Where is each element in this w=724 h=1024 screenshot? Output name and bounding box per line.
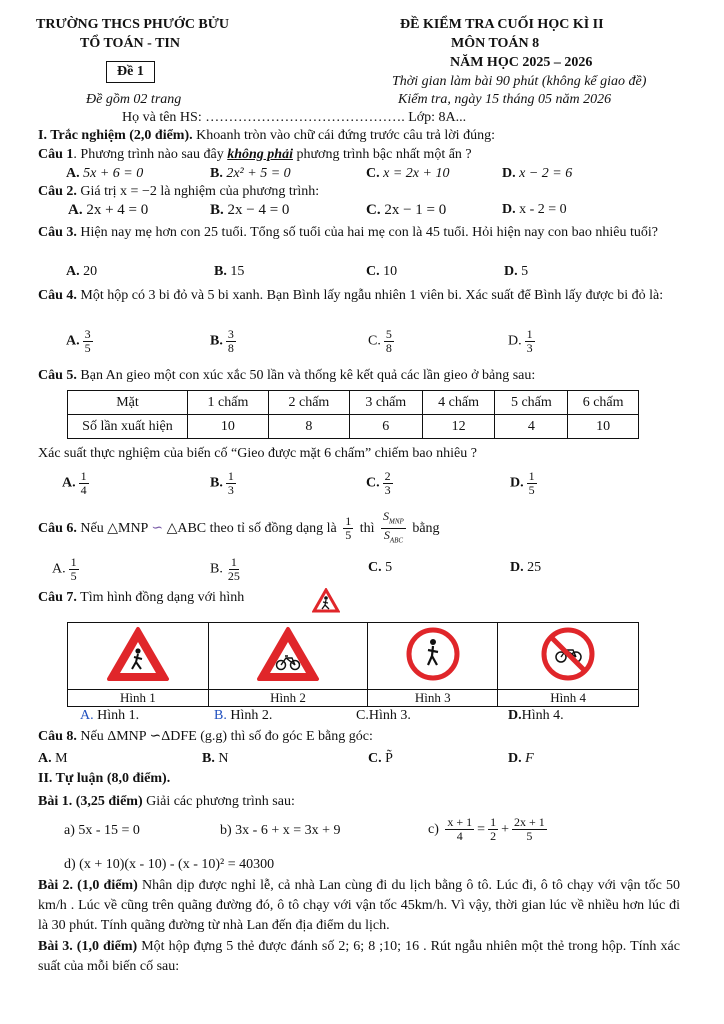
table-cell: Số lần xuất hiện	[68, 415, 188, 439]
table-cell: 10	[568, 415, 639, 439]
q4-option-a[interactable]: A. $\frac{3}{5}$	[66, 327, 91, 355]
student-line: Họ và tên HS: ……………………………………. Lớp: 8A...	[122, 110, 467, 125]
table-row	[68, 391, 639, 415]
part1-heading: I. Trắc nghiệm (2,0 điểm). Khoanh tròn vào chữ cái đứng trước câu trả lời đúng:	[38, 128, 495, 143]
q7-option-c[interactable]: C.Hình 3.	[356, 708, 411, 723]
pedestrian-warning-icon	[105, 625, 171, 683]
signs-table	[67, 622, 639, 707]
q7-option-b[interactable]: B. Hình 2.	[214, 708, 273, 723]
q1-option-a[interactable]: A. 5x + 6 = 0	[66, 166, 144, 181]
sign-cell-2[interactable]	[208, 623, 367, 690]
q4-option-b[interactable]: B. $\frac{3}{8}$	[210, 327, 234, 355]
q6-option-a[interactable]: A. $\frac{1}{5}$	[52, 555, 77, 583]
question-2: Câu 2. Giá trị x = −2 là nghiệm của phương trình:	[38, 184, 320, 199]
table-cell: 8	[268, 415, 349, 439]
department-name: TỔ TOÁN - TIN	[80, 36, 180, 51]
q3-option-b[interactable]: B. 15	[214, 264, 245, 279]
q8-option-d[interactable]: D. F	[508, 751, 534, 766]
question-3: Câu 3. Hiện nay mẹ hơn con 25 tuổi. Tổng số tuổi của hai mẹ con là 45 tuổi. Hỏi hiện nay con bao nhiêu tuổi?	[38, 225, 658, 240]
table-cell: 1 chấm	[187, 391, 268, 415]
q3-option-c[interactable]: C. 10	[366, 264, 398, 279]
q6-option-d[interactable]: D. 25	[510, 560, 542, 575]
question-5: Câu 5. Bạn An gieo một con xúc xắc 50 lần và thống kê kết quả các lần gieo ở bảng sau:	[38, 368, 536, 383]
part2-heading: II. Tự luận (8,0 điểm).	[38, 771, 171, 786]
q4-option-c[interactable]: C. $\frac{5}{8}$	[368, 327, 392, 355]
subject: MÔN TOÁN 8	[451, 36, 540, 51]
question-1: Câu 1. Phương trình nào sau đây không phải phương trình bậc nhất một ẩn ?	[38, 147, 472, 162]
q6-option-c[interactable]: C. 5	[368, 560, 393, 575]
table-cell: 5 chấm	[495, 391, 568, 415]
no-bicycle-sign-icon	[535, 625, 601, 683]
sign-caption: Hình 1	[68, 690, 209, 707]
pedestrian-sign-icon	[400, 625, 466, 683]
reference-sign-icon	[312, 588, 340, 614]
q2-option-c[interactable]: C. 2x − 1 = 0	[366, 202, 447, 218]
question-6: Câu 6. Nếu △MNP ∽ △ABC theo tỉ số đồng dạng là $\frac{1}{5}$ thì $\frac{S_{MNP}}{S_{ABC}}$ bằng	[38, 509, 440, 545]
q5-option-a[interactable]: A. $\frac{1}{4}$	[62, 469, 87, 497]
q3-option-a[interactable]: A. 20	[66, 264, 98, 279]
q5-option-d[interactable]: D. $\frac{1}{5}$	[510, 469, 535, 497]
table-cell: 6 chấm	[568, 391, 639, 415]
pages-note: Đề gồm 02 trang	[86, 92, 182, 107]
table-cell: 4	[495, 415, 568, 439]
q8-option-b[interactable]: B. N	[202, 751, 229, 766]
q6-option-b[interactable]: B. $\frac{1}{25}$	[210, 555, 240, 583]
question-7: Câu 7. Tìm hình đồng dạng với hình	[38, 590, 245, 605]
q3-option-d[interactable]: D. 5	[504, 264, 529, 279]
school-year: NĂM HỌC 2025 – 2026	[450, 55, 593, 70]
table-cell: 2 chấm	[268, 391, 349, 415]
time-note: Thời gian làm bài 90 phút (không kể giao đề)	[392, 74, 647, 89]
question-8: Câu 8. Nếu ΔMNP ∽ΔDFE (g.g) thì số đo góc E bằng góc:	[38, 729, 373, 744]
exercise-3: Bài 3. (1,0 điểm) Một hộp đựng 5 thẻ được đánh số 2; 6; 8 ;10; 16 . Rút ngẫu nhiên một thẻ trong hộp. Tính xác suất của mỗi biến cố sau:	[38, 939, 680, 974]
q7-option-a[interactable]: A. Hình 1.	[80, 708, 140, 723]
table-cell: 10	[187, 415, 268, 439]
school-name: TRƯỜNG THCS PHƯỚC BỬU	[36, 17, 230, 32]
sign-caption: Hình 3	[368, 690, 498, 707]
q5-question: Xác suất thực nghiệm của biến cố “Gieo được mặt 6 chấm” chiếm bao nhiêu ?	[38, 446, 477, 461]
question-4: Câu 4. Một hộp có 3 bi đỏ và 5 bi xanh. Bạn Bình lấy ngẫu nhiên 1 viên bi. Xác suất để Bình lấy được bi đỏ là:	[38, 288, 664, 303]
q2-option-b[interactable]: B. 2x − 4 = 0	[210, 202, 290, 218]
table-row	[68, 415, 639, 439]
exam-title: ĐỀ KIỂM TRA CUỐI HỌC KÌ II	[400, 17, 604, 32]
exercise-2: Bài 2. (1,0 điểm) Nhân dịp được nghỉ lễ, cả nhà Lan cùng đi du lịch bằng ô tô. Lúc đi, ô tô chạy với vận tốc 50 km/h . Lúc về cũng trên quãng đường đó, ô tô chạy với vận tốc 45km/h. Vì vậy, thời gian lúc về nhiều hơn lúc đi là 30 phút. Tính quãng đường từ nhà Lan đến địa điểm du lịch.	[38, 878, 680, 933]
table-cell: 12	[422, 415, 495, 439]
date-note: Kiểm tra, ngày 15 tháng 05 năm 2026	[398, 92, 612, 107]
table-cell: Mặt	[68, 391, 188, 415]
exercise-1c: c) $\frac{x + 1}{4}$ = $\frac{1}{2}$ + $\frac{2x + 1}{5}$	[428, 815, 545, 844]
table-cell: 3 chấm	[349, 391, 422, 415]
exercise-1: Bài 1. (3,25 điểm) Giải các phương trình sau:	[38, 794, 295, 809]
dice-stats-table	[67, 390, 639, 439]
q2-option-d[interactable]: D. x - 2 = 0	[502, 202, 567, 217]
q1-option-d[interactable]: D. x − 2 = 6	[502, 166, 573, 181]
bicycle-sign-icon	[255, 625, 321, 683]
exercise-1a: a) 5x - 15 = 0	[64, 823, 140, 838]
sign-cell-1[interactable]	[68, 623, 209, 690]
table-cell: 6	[349, 415, 422, 439]
q5-option-b[interactable]: B. $\frac{1}{3}$	[210, 469, 234, 497]
q8-option-a[interactable]: A. M	[38, 751, 68, 766]
sign-cell-3[interactable]	[368, 623, 498, 690]
q5-option-c[interactable]: C. $\frac{2}{3}$	[366, 469, 391, 497]
similar-icon: ∽	[151, 521, 164, 537]
sign-caption: Hình 2	[208, 690, 367, 707]
q1-option-b[interactable]: B. 2x² + 5 = 0	[210, 166, 291, 181]
sign-caption: Hình 4	[498, 690, 639, 707]
exercise-1b: b) 3x - 6 + x = 3x + 9	[220, 823, 341, 838]
exercise-1d: d) (x + 10)(x - 10) - (x - 10)² = 40300	[64, 857, 275, 872]
table-cell: 4 chấm	[422, 391, 495, 415]
exam-code: Đề 1	[106, 61, 155, 83]
q2-option-a[interactable]: A. 2x + 4 = 0	[68, 202, 149, 218]
q8-option-c[interactable]: C. P̃	[368, 751, 393, 766]
q1-option-c[interactable]: C. x = 2x + 10	[366, 166, 450, 181]
q4-option-d[interactable]: D. $\frac{1}{3}$	[508, 327, 533, 355]
sign-cell-4[interactable]	[498, 623, 639, 690]
q7-option-d[interactable]: D.Hình 4.	[508, 708, 564, 723]
